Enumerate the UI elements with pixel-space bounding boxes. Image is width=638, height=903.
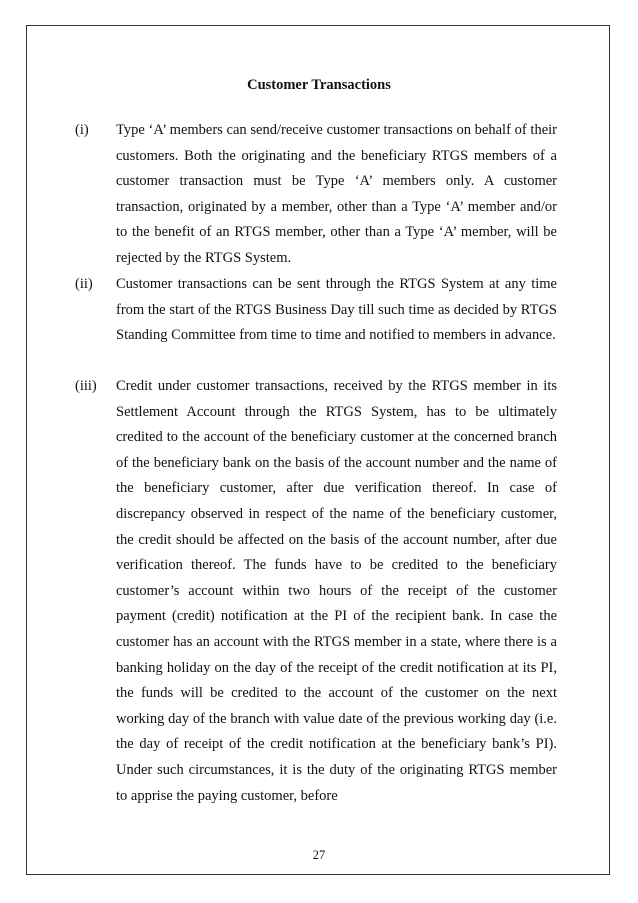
list-item-text: Type ‘A’ members can send/receive customer transactions on behalf of their customers. Both the originating and the beneficiary RTGS members of a customer transaction must be Type ‘A’ members only. A customer transaction, originated by a member, other than a Type ‘A’ member and/or to the benefit of an RTGS member, other than a Type ‘A’ member, will be rejected by the RTGS System. xyxy=(116,122,557,266)
list-marker: (iii) xyxy=(75,378,97,394)
page-number: 27 xyxy=(312,848,326,862)
list-item-text: Customer transactions can be sent through the RTGS System at any time from the start of the RTGS Business Day till such time as decided by RTGS Standing Committee from time to time and notified to members in advance. xyxy=(116,276,557,344)
list-item-text: Credit under customer transactions, received by the RTGS member in its Settlement Account through the RTGS System, has to be ultimately credited to the account of the beneficiary customer at the concerned branch of the beneficiary bank on the basis of the account number and the name of the beneficiary customer, after due verification thereof. In case of discrepancy observed in respect of the name of the beneficiary customer, the credit should be affected on the basis of the account number, after due verification thereof. The funds have to be credited to the beneficiary customer’s account within two hours of the receipt of the customer payment (credit) notification at the PI of the recipient bank. In case the customer has an account with the RTGS member in a state, where there is a banking holiday on the day of the receipt of the credit notification at its PI, the funds will be credited to the account of the customer on the next working day of the branch with value date of the previous working day (i.e. the day of receipt of the credit notification at the beneficiary bank’s PI). Under such circumstances, it is the duty of the originating RTGS member to apprise the paying customer, before xyxy=(116,378,557,804)
page-title: Customer Transactions xyxy=(247,77,391,93)
list-marker: (ii) xyxy=(75,276,93,292)
list-marker: (i) xyxy=(75,122,89,138)
